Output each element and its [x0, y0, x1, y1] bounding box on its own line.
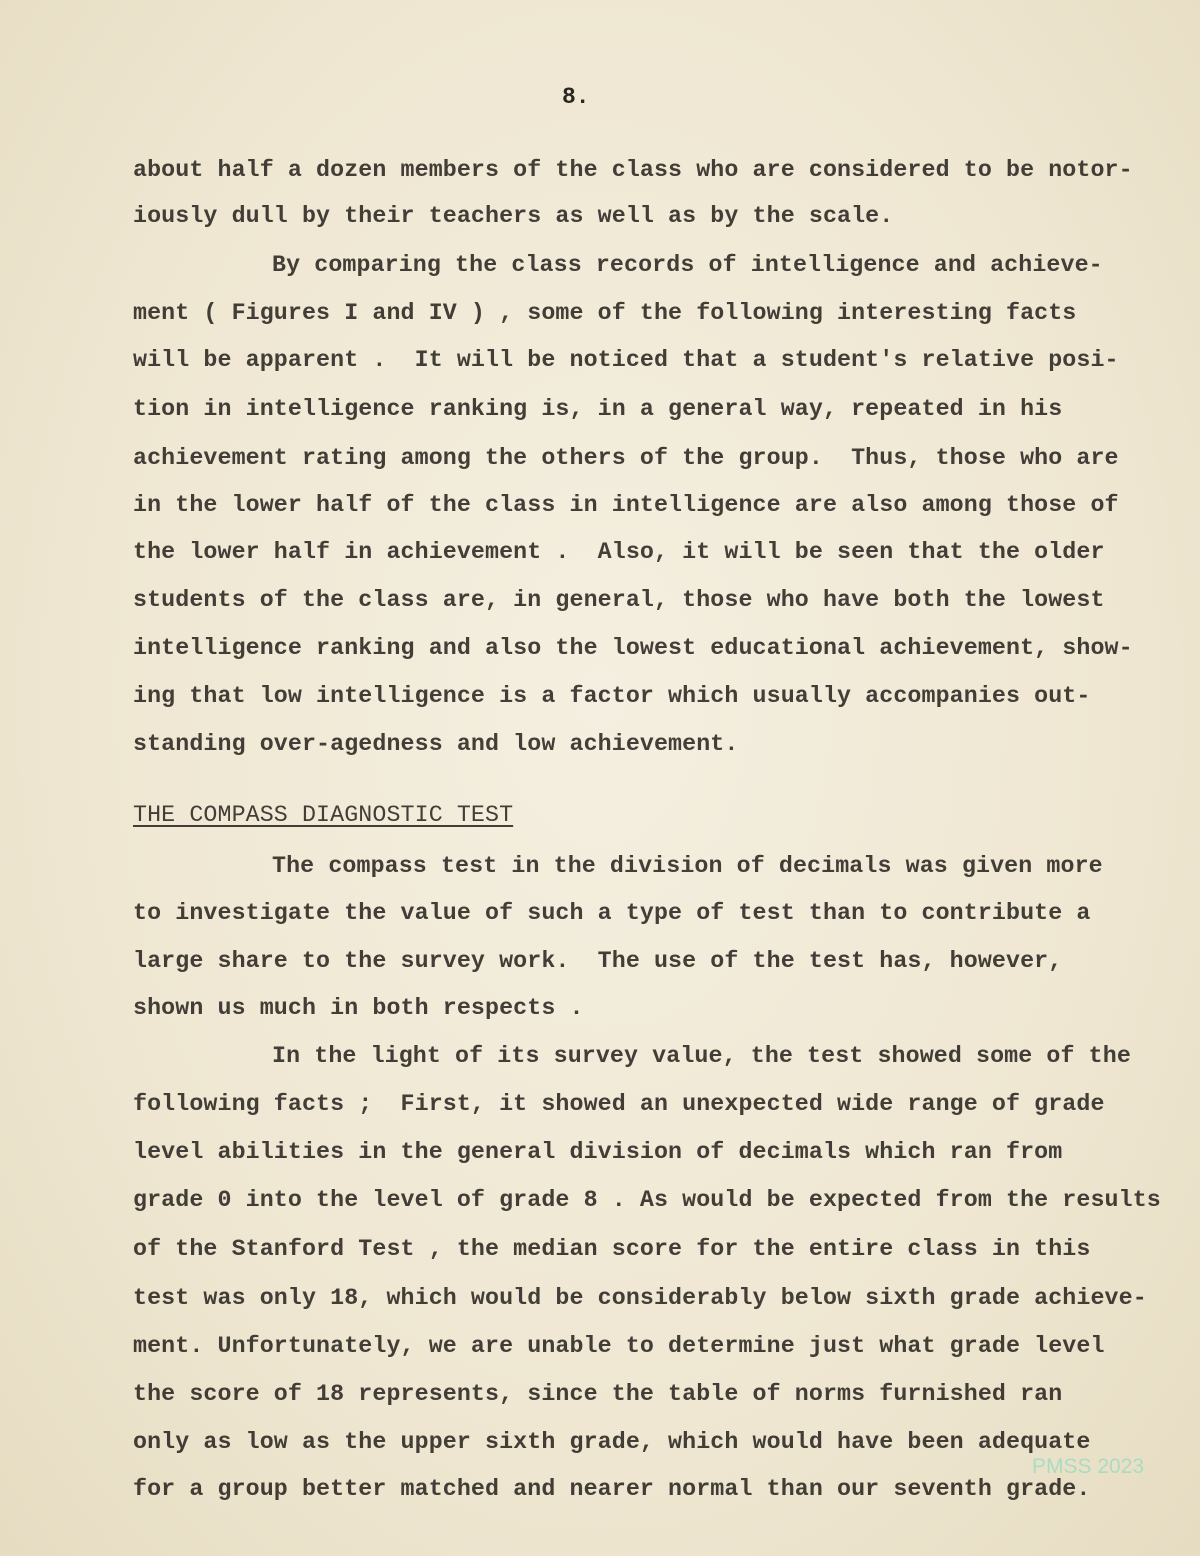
watermark: PMSS 2023	[1032, 1455, 1145, 1478]
text-line: will be apparent . It will be noticed that a student's relative posi-	[133, 347, 1119, 373]
text-line: to investigate the value of such a type of test than to contribute a	[133, 900, 1091, 926]
text-line: achievement rating among the others of the group. Thus, those who are	[133, 445, 1119, 471]
text-line: of the Stanford Test , the median score for the entire class in this	[133, 1236, 1091, 1262]
text-line: intelligence ranking and also the lowest educational achievement, show-	[133, 635, 1133, 661]
text-line: large share to the survey work. The use of the test has, however,	[133, 948, 1063, 974]
text-line: test was only 18, which would be considerably below sixth grade achieve-	[133, 1285, 1147, 1311]
text-line: shown us much in both respects .	[133, 995, 584, 1021]
text-line: By comparing the class records of intelligence and achieve-	[272, 252, 1103, 278]
text-line: ing that low intelligence is a factor which usually accompanies out-	[133, 683, 1091, 709]
text-line: The compass test in the division of decimals was given more	[272, 853, 1103, 879]
text-line: In the light of its survey value, the test showed some of the	[272, 1043, 1131, 1069]
text-line: following facts ; First, it showed an unexpected wide range of grade	[133, 1091, 1105, 1117]
section-heading: THE COMPASS DIAGNOSTIC TEST	[133, 802, 514, 828]
text-line: only as low as the upper sixth grade, which would have been adequate	[133, 1429, 1091, 1455]
page-number: 8.	[562, 84, 590, 110]
text-line: for a group better matched and nearer normal than our seventh grade.	[133, 1476, 1091, 1502]
text-line: students of the class are, in general, those who have both the lowest	[133, 587, 1105, 613]
text-line: level abilities in the general division of decimals which ran from	[133, 1139, 1063, 1165]
text-line: the lower half in achievement . Also, it will be seen that the older	[133, 539, 1105, 565]
text-line: ment. Unfortunately, we are unable to determine just what grade level	[133, 1333, 1105, 1359]
text-line: in the lower half of the class in intelligence are also among those of	[133, 492, 1119, 518]
text-line: ment ( Figures I and IV ) , some of the following interesting facts	[133, 300, 1077, 326]
text-line: grade 0 into the level of grade 8 . As would be expected from the results	[133, 1187, 1161, 1213]
text-line: standing over-agedness and low achievement.	[133, 731, 739, 757]
text-line: tion in intelligence ranking is, in a general way, repeated in his	[133, 396, 1063, 422]
text-line: the score of 18 represents, since the table of norms furnished ran	[133, 1381, 1063, 1407]
text-line: about half a dozen members of the class who are considered to be notor-	[133, 157, 1133, 183]
text-line: iously dull by their teachers as well as by the scale.	[133, 203, 894, 229]
